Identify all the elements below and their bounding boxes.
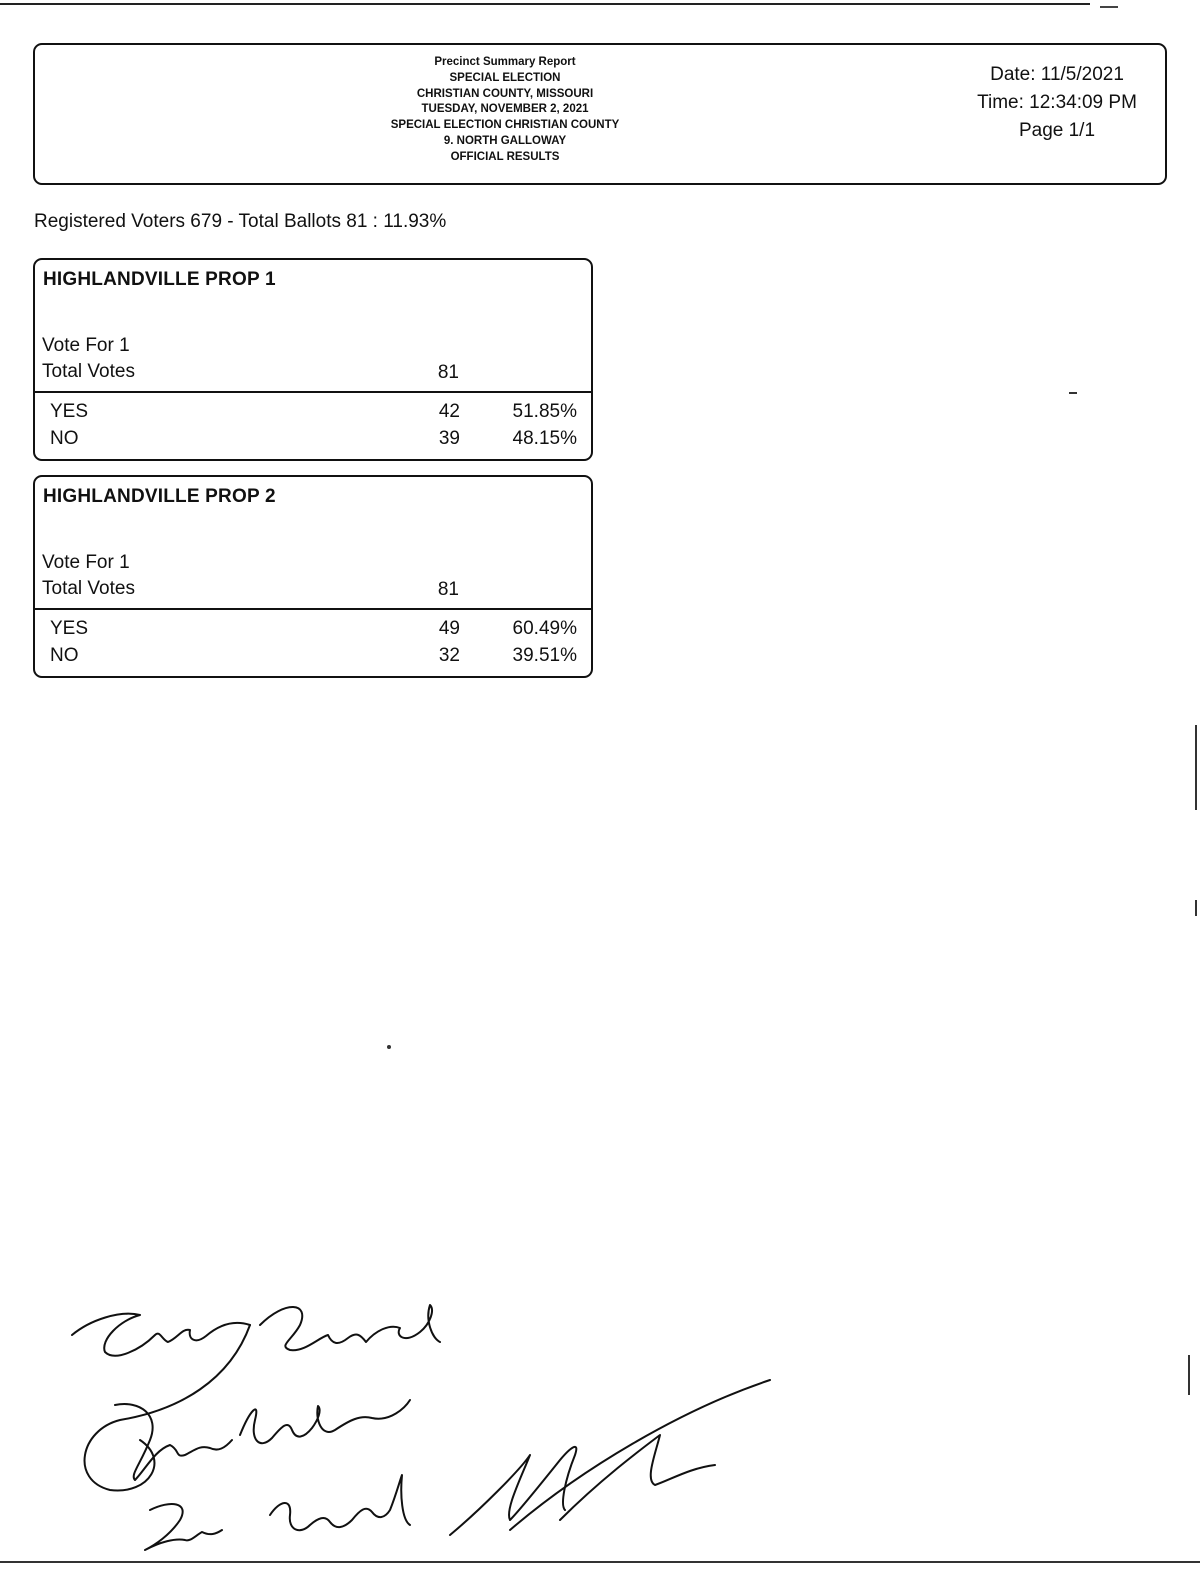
- result-row: [35, 428, 591, 454]
- election-date: TUESDAY, NOVEMBER 2, 2021: [421, 103, 589, 116]
- signature-stroke: [260, 1305, 440, 1350]
- signature-stroke: [240, 1400, 410, 1443]
- choice-percent: 60.49%: [512, 618, 577, 639]
- signature-stroke: [72, 1314, 250, 1356]
- result-row: [35, 401, 591, 427]
- scan-edge-mark: [1195, 725, 1197, 810]
- total-votes-value: 81: [437, 362, 459, 383]
- choice-label: NO: [50, 645, 79, 666]
- report-meta: [957, 61, 1157, 145]
- registered-voters-summary: Registered Voters 679 - Total Ballots 81 : 11.93%: [34, 211, 447, 232]
- scan-edge-top: [0, 3, 1090, 5]
- choice-label: YES: [50, 618, 89, 639]
- scan-edge-bottom: [0, 1561, 1200, 1563]
- signature-stroke: [560, 1435, 715, 1520]
- result-row: [35, 618, 591, 644]
- report-date: Date: 11/5/2021: [990, 64, 1124, 85]
- choice-votes: 49: [438, 618, 460, 639]
- signature-stroke: [85, 1325, 250, 1490]
- choice-votes: 39: [438, 428, 460, 449]
- result-row: [35, 645, 591, 671]
- page-number: Page 1/1: [1018, 120, 1096, 141]
- choice-percent: 51.85%: [512, 401, 577, 422]
- results-status: OFFICIAL RESULTS: [450, 150, 560, 163]
- signature-stroke: [270, 1475, 410, 1530]
- total-votes-label: Total Votes: [42, 578, 135, 599]
- signature-stroke: [450, 1447, 576, 1535]
- contest-title: HIGHLANDVILLE PROP 1: [43, 269, 276, 290]
- scan-speck: [1069, 392, 1077, 394]
- report-title: Precinct Summary Report: [434, 56, 576, 68]
- choice-percent: 48.15%: [512, 428, 577, 449]
- total-votes-label: Total Votes: [42, 361, 135, 382]
- precinct-name: 9. NORTH GALLOWAY: [443, 134, 567, 147]
- scan-edge-mark: [1188, 1355, 1190, 1395]
- vote-for-label: Vote For 1: [42, 552, 130, 573]
- scan-speck: [387, 1045, 391, 1049]
- vote-for-label: Vote For 1: [42, 335, 130, 356]
- report-heading: [335, 55, 675, 166]
- report-header: [33, 43, 1167, 185]
- signature-stroke: [145, 1504, 222, 1550]
- choice-votes: 42: [438, 401, 460, 422]
- election-name: SPECIAL ELECTION: [449, 71, 561, 84]
- choice-percent: 39.51%: [512, 645, 577, 666]
- report-time: Time: 12:34:09 PM: [977, 92, 1137, 113]
- contest-divider: [35, 608, 591, 610]
- choice-label: NO: [50, 428, 79, 449]
- choice-label: YES: [50, 401, 89, 422]
- jurisdiction: CHRISTIAN COUNTY, MISSOURI: [416, 87, 594, 100]
- contest-title: HIGHLANDVILLE PROP 2: [43, 486, 276, 507]
- contest-divider: [35, 391, 591, 393]
- scan-mark-top: [1100, 6, 1118, 8]
- choice-votes: 32: [438, 645, 460, 666]
- contest-box-prop-2: [33, 475, 593, 678]
- signatures-drawing: [60, 1280, 800, 1570]
- contest-box-prop-1: [33, 258, 593, 461]
- signature-stroke: [115, 1404, 232, 1480]
- total-votes-value: 81: [437, 579, 459, 600]
- election-subtitle: SPECIAL ELECTION CHRISTIAN COUNTY: [390, 119, 620, 132]
- scan-edge-mark: [1195, 900, 1197, 916]
- signature-stroke: [510, 1380, 770, 1530]
